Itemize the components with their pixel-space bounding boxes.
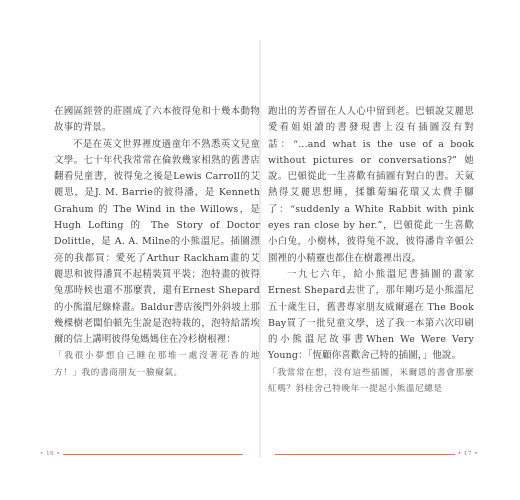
left-text-block (54, 104, 260, 381)
right-paragraph-3: 「我常常在想，沒有這些插圖，米爾恩的書會那麼紅嗎？斜桂舍己特晚年一提起小熊溫尼總是 (268, 367, 474, 395)
left-folio (40, 451, 246, 457)
right-folio (272, 451, 478, 457)
right-page (268, 40, 484, 458)
left-paragraph-1: 在國區經營的莊園成了六本彼得兔和十幾本動物故事的背景。 (54, 106, 260, 134)
right-paragraph-2: 一九七六年，給小熊溫尼書插圖的畫家 Ernest Shepard去世了，那年剛巧是小熊溫尼五十歲生日，舊書專家朋友威爾遜在 The Book Bay買了一批兒童文學，送了我一本第六次印刷的小熊溫尼故事書When We Were Very Young：「恆顧你喜歡舍己特的插圖，」他說。 (268, 268, 474, 362)
left-paragraph-2: 不是在英文世界裡度過童年不熟悉英文兒童文學。七十年代我常常在倫敦幾家相熟的舊書店翻看兒童書，彼得兔之後是Lewis Carroll的艾麗思，是J. M. Barrie的彼得潘，是 Kenneth Grahum 的 The Wind in the Willows，是 Hugh Lofting 的 The Story of Doctor Dolittle，是 A. A. Milne的小熊溫尼。插圖漂亮的我都買：愛死了Arthur Rackham畫的艾麗思和彼得潘買不起精裝買平裝；泡特畫的彼得兔那時候也還不那麼貴，還有Ernest Shepard的小熊溫尼線條畫。Baldur書店後門外斜坡上那幾棵樹老闆伯頓先生說是泡特栽的，泡特給諾埃爾的信上講明彼得兔媽媽住在冷杉樹根裡： (54, 138, 260, 346)
left-page (36, 40, 260, 458)
left-paragraph-3: 「我很小夢想自己睡在那堆一處沒著花香的地方！」我的書商朋友一臉癡氣。 (54, 351, 260, 378)
right-page-number: • 17 • (457, 451, 478, 457)
left-page-number: • 16 • (40, 451, 61, 457)
right-paragraph-1: 跑出的芳香留在人人心中留到老。巴頓說艾麗思愛看姐姐讀的書發現書上沒有插圖沒有對話：“...and what is the use of a book without pictures or conversations?” 她說。巴頓從此一生喜歡有插圖有對白的書。天氣熱得艾麗思想睡，揉雛菊編花環又太費手腳了：“suddenly a White Rabbit with pink eyes ran close by her.”，巴頓從此一生喜歡小白兔，小樹林，彼得兔不說，彼得潘肯辛頓公園裡的小精靈也都住在樹叢裡出沒。 (268, 106, 474, 264)
right-folio-rule (275, 454, 455, 455)
right-text-block (268, 104, 474, 397)
left-folio-rule (63, 454, 243, 455)
